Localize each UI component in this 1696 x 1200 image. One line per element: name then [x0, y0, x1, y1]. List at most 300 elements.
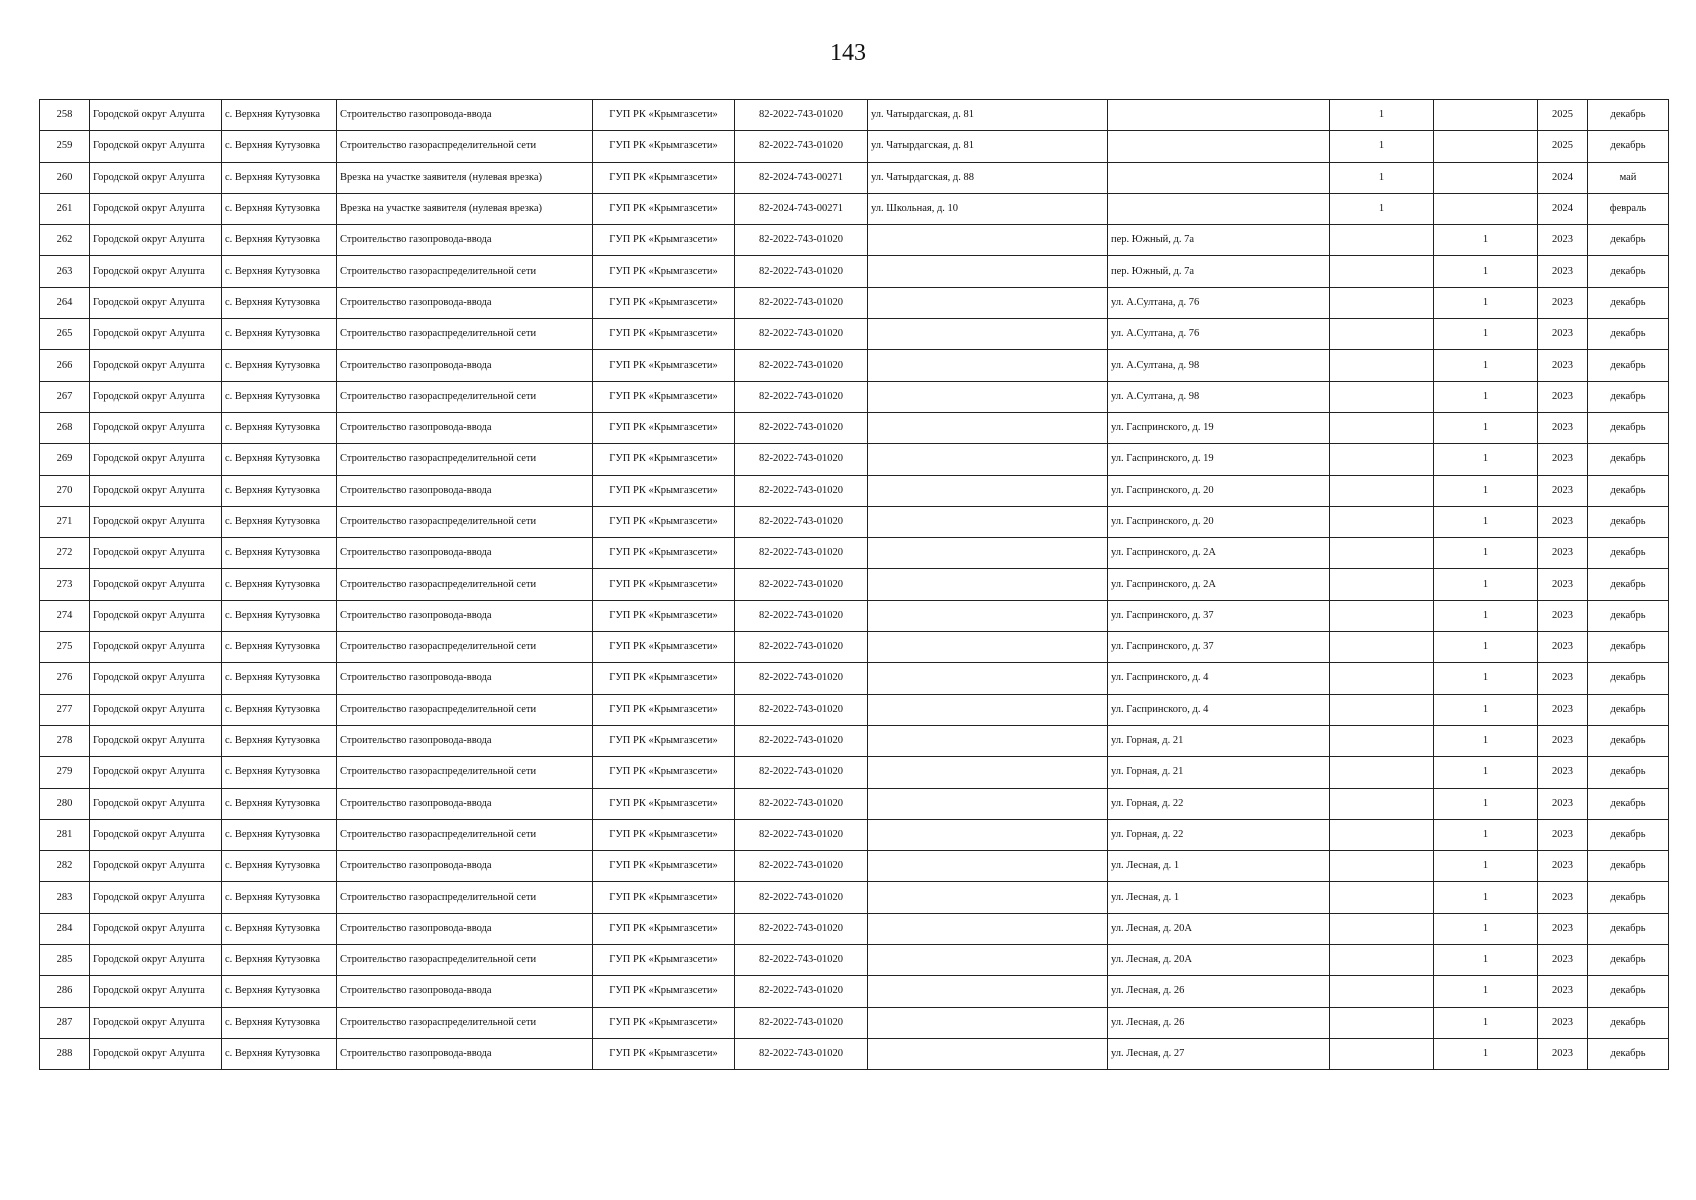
organization-cell: ГУП РК «Крымгазсети» [593, 882, 735, 913]
count-primary-cell [1330, 725, 1434, 756]
count-primary-cell: 1 [1330, 100, 1434, 131]
count-primary-cell: 1 [1330, 162, 1434, 193]
count-secondary-cell: 1 [1434, 569, 1538, 600]
address-primary-cell [868, 319, 1108, 350]
district-cell: Городской округ Алушта [90, 851, 222, 882]
district-cell: Городской округ Алушта [90, 193, 222, 224]
district-cell: Городской округ Алушта [90, 1007, 222, 1038]
row-number-cell: 259 [40, 131, 90, 162]
table-row [40, 1038, 1669, 1069]
count-primary-cell [1330, 632, 1434, 663]
gas-works-table [39, 99, 1669, 1070]
organization-cell: ГУП РК «Крымгазсети» [593, 663, 735, 694]
count-secondary-cell [1434, 162, 1538, 193]
work-type-cell: Строительство газораспределительной сети [337, 819, 593, 850]
row-number-cell: 269 [40, 444, 90, 475]
village-cell: с. Верхняя Кутузовка [222, 600, 337, 631]
village-cell: с. Верхняя Кутузовка [222, 350, 337, 381]
month-cell: декабрь [1588, 287, 1669, 318]
month-cell: февраль [1588, 193, 1669, 224]
district-cell: Городской округ Алушта [90, 381, 222, 412]
month-cell: декабрь [1588, 412, 1669, 443]
month-cell: декабрь [1588, 506, 1669, 537]
organization-cell: ГУП РК «Крымгазсети» [593, 162, 735, 193]
month-cell: май [1588, 162, 1669, 193]
work-type-cell: Строительство газопровода-ввода [337, 100, 593, 131]
district-cell: Городской округ Алушта [90, 757, 222, 788]
year-cell: 2023 [1538, 632, 1588, 663]
row-number-cell: 264 [40, 287, 90, 318]
count-secondary-cell: 1 [1434, 600, 1538, 631]
district-cell: Городской округ Алушта [90, 162, 222, 193]
row-number-cell: 260 [40, 162, 90, 193]
row-number-cell: 280 [40, 788, 90, 819]
work-type-cell: Строительство газораспределительной сети [337, 945, 593, 976]
address-primary-cell [868, 600, 1108, 631]
work-type-cell: Строительство газораспределительной сети [337, 757, 593, 788]
count-primary-cell [1330, 1038, 1434, 1069]
table-row [40, 632, 1669, 663]
row-number-cell: 268 [40, 412, 90, 443]
count-secondary-cell: 1 [1434, 725, 1538, 756]
count-secondary-cell: 1 [1434, 319, 1538, 350]
district-cell: Городской округ Алушта [90, 225, 222, 256]
row-number-cell: 258 [40, 100, 90, 131]
village-cell: с. Верхняя Кутузовка [222, 100, 337, 131]
organization-cell: ГУП РК «Крымгазсети» [593, 350, 735, 381]
program-code-cell: 82-2022-743-01020 [735, 945, 868, 976]
row-number-cell: 261 [40, 193, 90, 224]
year-cell: 2024 [1538, 193, 1588, 224]
program-code-cell: 82-2022-743-01020 [735, 412, 868, 443]
organization-cell: ГУП РК «Крымгазсети» [593, 319, 735, 350]
count-primary-cell [1330, 538, 1434, 569]
organization-cell: ГУП РК «Крымгазсети» [593, 945, 735, 976]
village-cell: с. Верхняя Кутузовка [222, 225, 337, 256]
month-cell: декабрь [1588, 976, 1669, 1007]
program-code-cell: 82-2022-743-01020 [735, 100, 868, 131]
count-secondary-cell: 1 [1434, 1007, 1538, 1038]
year-cell: 2025 [1538, 100, 1588, 131]
work-type-cell: Строительство газораспределительной сети [337, 506, 593, 537]
program-code-cell: 82-2022-743-01020 [735, 819, 868, 850]
address-secondary-cell: пер. Южный, д. 7а [1108, 256, 1330, 287]
count-primary-cell [1330, 506, 1434, 537]
organization-cell: ГУП РК «Крымгазсети» [593, 851, 735, 882]
village-cell: с. Верхняя Кутузовка [222, 319, 337, 350]
address-primary-cell [868, 538, 1108, 569]
table-row [40, 475, 1669, 506]
month-cell: декабрь [1588, 256, 1669, 287]
table-row [40, 162, 1669, 193]
village-cell: с. Верхняя Кутузовка [222, 256, 337, 287]
year-cell: 2023 [1538, 444, 1588, 475]
year-cell: 2023 [1538, 256, 1588, 287]
work-type-cell: Строительство газопровода-ввода [337, 788, 593, 819]
count-primary-cell [1330, 945, 1434, 976]
count-secondary-cell: 1 [1434, 757, 1538, 788]
address-primary-cell [868, 725, 1108, 756]
count-secondary-cell: 1 [1434, 412, 1538, 443]
village-cell: с. Верхняя Кутузовка [222, 538, 337, 569]
page-number: 143 [830, 40, 866, 66]
work-type-cell: Строительство газопровода-ввода [337, 600, 593, 631]
count-primary-cell [1330, 319, 1434, 350]
address-primary-cell [868, 757, 1108, 788]
year-cell: 2023 [1538, 506, 1588, 537]
count-primary-cell [1330, 600, 1434, 631]
address-primary-cell [868, 350, 1108, 381]
count-primary-cell [1330, 1007, 1434, 1038]
address-secondary-cell: ул. Гаспринского, д. 37 [1108, 600, 1330, 631]
table-row [40, 725, 1669, 756]
address-secondary-cell: ул. Лесная, д. 1 [1108, 851, 1330, 882]
count-secondary-cell: 1 [1434, 256, 1538, 287]
count-primary-cell [1330, 913, 1434, 944]
address-primary-cell [868, 945, 1108, 976]
district-cell: Городской округ Алушта [90, 538, 222, 569]
table-row [40, 506, 1669, 537]
organization-cell: ГУП РК «Крымгазсети» [593, 1007, 735, 1038]
work-type-cell: Строительство газораспределительной сети [337, 131, 593, 162]
village-cell: с. Верхняя Кутузовка [222, 193, 337, 224]
table-row [40, 600, 1669, 631]
table-row [40, 131, 1669, 162]
program-code-cell: 82-2022-743-01020 [735, 444, 868, 475]
district-cell: Городской округ Алушта [90, 412, 222, 443]
count-primary-cell [1330, 412, 1434, 443]
count-secondary-cell: 1 [1434, 882, 1538, 913]
district-cell: Городской округ Алушта [90, 663, 222, 694]
count-primary-cell [1330, 976, 1434, 1007]
program-code-cell: 82-2022-743-01020 [735, 287, 868, 318]
work-type-cell: Строительство газораспределительной сети [337, 694, 593, 725]
work-type-cell: Строительство газопровода-ввода [337, 475, 593, 506]
count-secondary-cell: 1 [1434, 381, 1538, 412]
program-code-cell: 82-2022-743-01020 [735, 319, 868, 350]
address-primary-cell [868, 663, 1108, 694]
district-cell: Городской округ Алушта [90, 1038, 222, 1069]
address-primary-cell [868, 851, 1108, 882]
village-cell: с. Верхняя Кутузовка [222, 632, 337, 663]
row-number-cell: 271 [40, 506, 90, 537]
address-primary-cell [868, 632, 1108, 663]
village-cell: с. Верхняя Кутузовка [222, 475, 337, 506]
count-secondary-cell: 1 [1434, 225, 1538, 256]
row-number-cell: 284 [40, 913, 90, 944]
district-cell: Городской округ Алушта [90, 256, 222, 287]
program-code-cell: 82-2022-743-01020 [735, 725, 868, 756]
table-row [40, 882, 1669, 913]
count-secondary-cell: 1 [1434, 538, 1538, 569]
year-cell: 2023 [1538, 1007, 1588, 1038]
row-number-cell: 267 [40, 381, 90, 412]
table-row [40, 350, 1669, 381]
organization-cell: ГУП РК «Крымгазсети» [593, 757, 735, 788]
year-cell: 2023 [1538, 882, 1588, 913]
district-cell: Городской округ Алушта [90, 632, 222, 663]
year-cell: 2023 [1538, 350, 1588, 381]
program-code-cell: 82-2022-743-01020 [735, 569, 868, 600]
year-cell: 2023 [1538, 725, 1588, 756]
count-primary-cell [1330, 851, 1434, 882]
program-code-cell: 82-2022-743-01020 [735, 788, 868, 819]
district-cell: Городской округ Алушта [90, 819, 222, 850]
year-cell: 2023 [1538, 663, 1588, 694]
work-type-cell: Строительство газопровода-ввода [337, 538, 593, 569]
table-body [40, 100, 1669, 1070]
month-cell: декабрь [1588, 945, 1669, 976]
address-secondary-cell: пер. Южный, д. 7а [1108, 225, 1330, 256]
organization-cell: ГУП РК «Крымгазсети» [593, 287, 735, 318]
count-primary-cell [1330, 882, 1434, 913]
village-cell: с. Верхняя Кутузовка [222, 131, 337, 162]
organization-cell: ГУП РК «Крымгазсети» [593, 100, 735, 131]
village-cell: с. Верхняя Кутузовка [222, 663, 337, 694]
work-type-cell: Строительство газораспределительной сети [337, 381, 593, 412]
count-secondary-cell: 1 [1434, 287, 1538, 318]
count-primary-cell [1330, 225, 1434, 256]
month-cell: декабрь [1588, 600, 1669, 631]
village-cell: с. Верхняя Кутузовка [222, 162, 337, 193]
count-primary-cell [1330, 663, 1434, 694]
count-secondary-cell: 1 [1434, 851, 1538, 882]
row-number-cell: 282 [40, 851, 90, 882]
address-secondary-cell: ул. А.Султана, д. 98 [1108, 350, 1330, 381]
district-cell: Городской округ Алушта [90, 444, 222, 475]
row-number-cell: 283 [40, 882, 90, 913]
organization-cell: ГУП РК «Крымгазсети» [593, 412, 735, 443]
village-cell: с. Верхняя Кутузовка [222, 506, 337, 537]
count-primary-cell: 1 [1330, 193, 1434, 224]
address-primary-cell [868, 788, 1108, 819]
address-primary-cell [868, 913, 1108, 944]
district-cell: Городской округ Алушта [90, 694, 222, 725]
village-cell: с. Верхняя Кутузовка [222, 725, 337, 756]
row-number-cell: 277 [40, 694, 90, 725]
row-number-cell: 265 [40, 319, 90, 350]
program-code-cell: 82-2022-743-01020 [735, 538, 868, 569]
address-primary-cell [868, 819, 1108, 850]
count-primary-cell [1330, 788, 1434, 819]
program-code-cell: 82-2022-743-01020 [735, 913, 868, 944]
district-cell: Городской округ Алушта [90, 882, 222, 913]
count-secondary-cell: 1 [1434, 976, 1538, 1007]
address-secondary-cell: ул. Гаспринского, д. 19 [1108, 412, 1330, 443]
count-secondary-cell: 1 [1434, 913, 1538, 944]
address-secondary-cell: ул. Лесная, д. 27 [1108, 1038, 1330, 1069]
table-row [40, 412, 1669, 443]
village-cell: с. Верхняя Кутузовка [222, 913, 337, 944]
program-code-cell: 82-2024-743-00271 [735, 162, 868, 193]
table-row [40, 225, 1669, 256]
work-type-cell: Врезка на участке заявителя (нулевая врезка) [337, 162, 593, 193]
program-code-cell: 82-2022-743-01020 [735, 1038, 868, 1069]
district-cell: Городской округ Алушта [90, 287, 222, 318]
village-cell: с. Верхняя Кутузовка [222, 412, 337, 443]
address-primary-cell [868, 694, 1108, 725]
count-primary-cell [1330, 819, 1434, 850]
row-number-cell: 263 [40, 256, 90, 287]
district-cell: Городской округ Алушта [90, 976, 222, 1007]
organization-cell: ГУП РК «Крымгазсети» [593, 819, 735, 850]
count-primary-cell: 1 [1330, 131, 1434, 162]
year-cell: 2023 [1538, 319, 1588, 350]
program-code-cell: 82-2022-743-01020 [735, 694, 868, 725]
district-cell: Городской округ Алушта [90, 475, 222, 506]
work-type-cell: Строительство газораспределительной сети [337, 569, 593, 600]
program-code-cell: 82-2022-743-01020 [735, 225, 868, 256]
program-code-cell: 82-2024-743-00271 [735, 193, 868, 224]
count-secondary-cell: 1 [1434, 506, 1538, 537]
count-secondary-cell [1434, 100, 1538, 131]
address-primary-cell [868, 1038, 1108, 1069]
table-row [40, 913, 1669, 944]
table-row [40, 569, 1669, 600]
work-type-cell: Строительство газораспределительной сети [337, 882, 593, 913]
table-row [40, 851, 1669, 882]
work-type-cell: Строительство газопровода-ввода [337, 1038, 593, 1069]
month-cell: декабрь [1588, 1038, 1669, 1069]
organization-cell: ГУП РК «Крымгазсети» [593, 475, 735, 506]
address-primary-cell: ул. Чатырдагская, д. 88 [868, 162, 1108, 193]
count-secondary-cell: 1 [1434, 945, 1538, 976]
organization-cell: ГУП РК «Крымгазсети» [593, 444, 735, 475]
year-cell: 2023 [1538, 225, 1588, 256]
table-row [40, 976, 1669, 1007]
organization-cell: ГУП РК «Крымгазсети» [593, 538, 735, 569]
address-primary-cell [868, 412, 1108, 443]
organization-cell: ГУП РК «Крымгазсети» [593, 193, 735, 224]
year-cell: 2023 [1538, 287, 1588, 318]
month-cell: декабрь [1588, 788, 1669, 819]
table-row [40, 319, 1669, 350]
address-secondary-cell: ул. Горная, д. 21 [1108, 725, 1330, 756]
month-cell: декабрь [1588, 913, 1669, 944]
address-primary-cell [868, 475, 1108, 506]
program-code-cell: 82-2022-743-01020 [735, 475, 868, 506]
program-code-cell: 82-2022-743-01020 [735, 882, 868, 913]
village-cell: с. Верхняя Кутузовка [222, 851, 337, 882]
count-secondary-cell: 1 [1434, 632, 1538, 663]
table-row [40, 945, 1669, 976]
table-row [40, 757, 1669, 788]
program-code-cell: 82-2022-743-01020 [735, 256, 868, 287]
address-secondary-cell: ул. Лесная, д. 20А [1108, 945, 1330, 976]
program-code-cell: 82-2022-743-01020 [735, 350, 868, 381]
work-type-cell: Строительство газораспределительной сети [337, 632, 593, 663]
month-cell: декабрь [1588, 100, 1669, 131]
program-code-cell: 82-2022-743-01020 [735, 663, 868, 694]
month-cell: декабрь [1588, 569, 1669, 600]
address-primary-cell [868, 444, 1108, 475]
count-secondary-cell: 1 [1434, 350, 1538, 381]
program-code-cell: 82-2022-743-01020 [735, 506, 868, 537]
count-secondary-cell: 1 [1434, 444, 1538, 475]
organization-cell: ГУП РК «Крымгазсети» [593, 600, 735, 631]
row-number-cell: 286 [40, 976, 90, 1007]
table-row [40, 100, 1669, 131]
program-code-cell: 82-2022-743-01020 [735, 1007, 868, 1038]
month-cell: декабрь [1588, 350, 1669, 381]
count-primary-cell [1330, 757, 1434, 788]
organization-cell: ГУП РК «Крымгазсети» [593, 225, 735, 256]
row-number-cell: 275 [40, 632, 90, 663]
address-secondary-cell: ул. А.Султана, д. 76 [1108, 287, 1330, 318]
district-cell: Городской округ Алушта [90, 788, 222, 819]
address-primary-cell [868, 976, 1108, 1007]
year-cell: 2023 [1538, 819, 1588, 850]
program-code-cell: 82-2022-743-01020 [735, 381, 868, 412]
month-cell: декабрь [1588, 131, 1669, 162]
work-type-cell: Строительство газопровода-ввода [337, 412, 593, 443]
year-cell: 2024 [1538, 162, 1588, 193]
address-secondary-cell: ул. Лесная, д. 26 [1108, 1007, 1330, 1038]
month-cell: декабрь [1588, 444, 1669, 475]
table-row [40, 193, 1669, 224]
work-type-cell: Строительство газопровода-ввода [337, 225, 593, 256]
work-type-cell: Строительство газопровода-ввода [337, 976, 593, 1007]
count-primary-cell [1330, 444, 1434, 475]
address-primary-cell [868, 882, 1108, 913]
district-cell: Городской округ Алушта [90, 913, 222, 944]
count-secondary-cell: 1 [1434, 788, 1538, 819]
month-cell: декабрь [1588, 757, 1669, 788]
year-cell: 2023 [1538, 945, 1588, 976]
program-code-cell: 82-2022-743-01020 [735, 976, 868, 1007]
address-secondary-cell: ул. Лесная, д. 20А [1108, 913, 1330, 944]
organization-cell: ГУП РК «Крымгазсети» [593, 725, 735, 756]
row-number-cell: 262 [40, 225, 90, 256]
organization-cell: ГУП РК «Крымгазсети» [593, 256, 735, 287]
year-cell: 2023 [1538, 412, 1588, 443]
address-secondary-cell: ул. А.Султана, д. 98 [1108, 381, 1330, 412]
address-secondary-cell: ул. Гаспринского, д. 2А [1108, 569, 1330, 600]
year-cell: 2023 [1538, 381, 1588, 412]
month-cell: декабрь [1588, 1007, 1669, 1038]
village-cell: с. Верхняя Кутузовка [222, 788, 337, 819]
work-type-cell: Строительство газораспределительной сети [337, 319, 593, 350]
village-cell: с. Верхняя Кутузовка [222, 1007, 337, 1038]
district-cell: Городской округ Алушта [90, 350, 222, 381]
address-primary-cell [868, 225, 1108, 256]
program-code-cell: 82-2022-743-01020 [735, 632, 868, 663]
table-row [40, 444, 1669, 475]
year-cell: 2023 [1538, 569, 1588, 600]
work-type-cell: Строительство газораспределительной сети [337, 444, 593, 475]
month-cell: декабрь [1588, 632, 1669, 663]
organization-cell: ГУП РК «Крымгазсети» [593, 131, 735, 162]
address-secondary-cell: ул. Гаспринского, д. 20 [1108, 475, 1330, 506]
row-number-cell: 272 [40, 538, 90, 569]
district-cell: Городской округ Алушта [90, 600, 222, 631]
month-cell: декабрь [1588, 538, 1669, 569]
program-code-cell: 82-2022-743-01020 [735, 757, 868, 788]
row-number-cell: 279 [40, 757, 90, 788]
address-secondary-cell: ул. Лесная, д. 1 [1108, 882, 1330, 913]
organization-cell: ГУП РК «Крымгазсети» [593, 788, 735, 819]
table-row [40, 1007, 1669, 1038]
work-type-cell: Строительство газопровода-ввода [337, 663, 593, 694]
count-secondary-cell: 1 [1434, 694, 1538, 725]
row-number-cell: 273 [40, 569, 90, 600]
year-cell: 2023 [1538, 851, 1588, 882]
year-cell: 2023 [1538, 538, 1588, 569]
address-secondary-cell [1108, 193, 1330, 224]
address-secondary-cell [1108, 162, 1330, 193]
address-secondary-cell [1108, 100, 1330, 131]
month-cell: декабрь [1588, 319, 1669, 350]
